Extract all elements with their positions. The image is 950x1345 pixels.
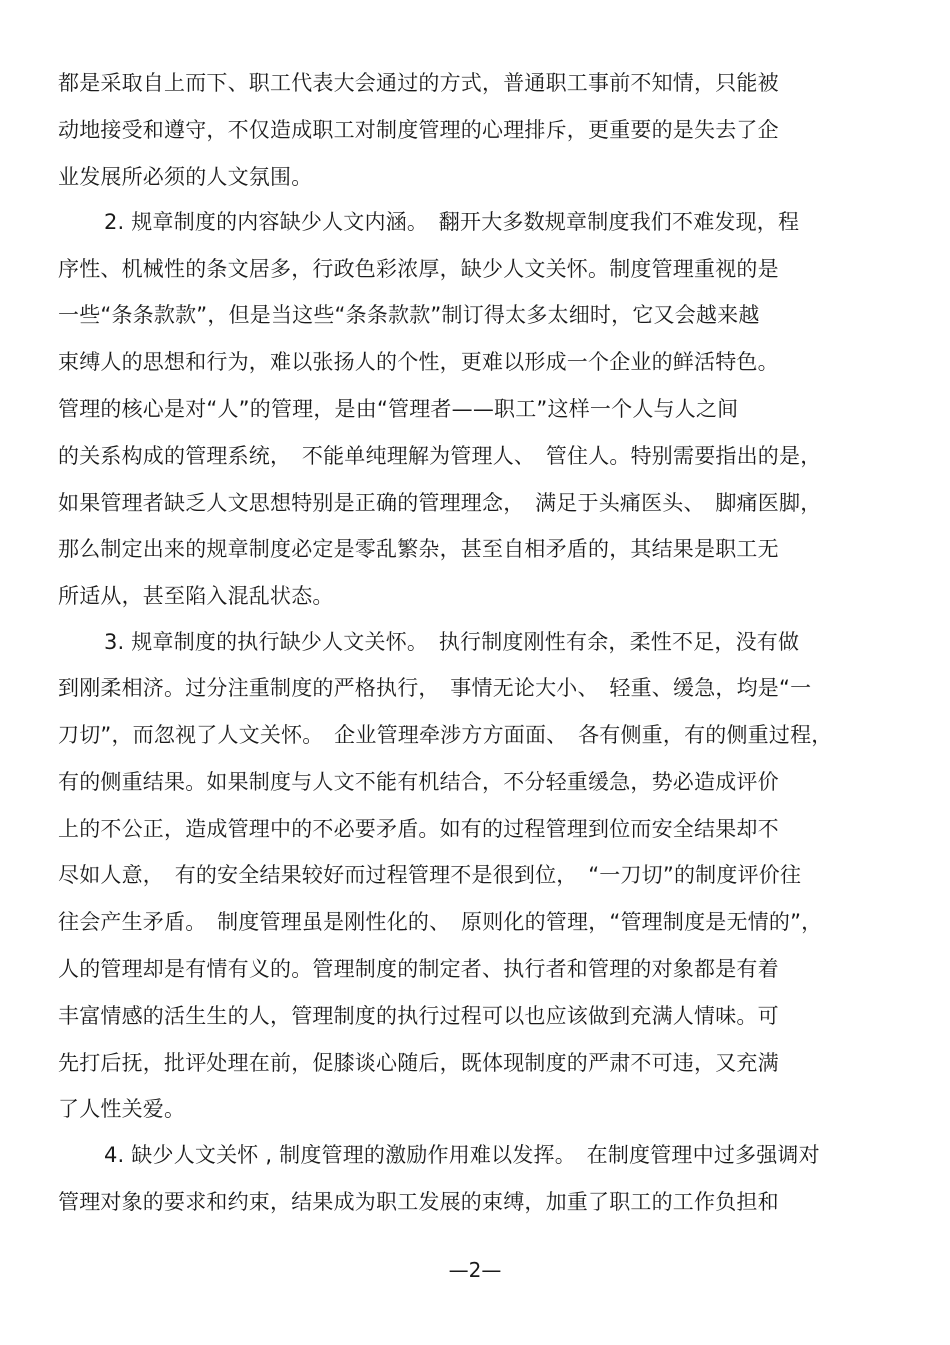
paragraph-start-line: 2. 规章制度的内容缺少人文内涵。 翻开大多数规章制度我们不难发现，程 [104, 210, 800, 234]
text-line: 业发展所必须的人文氛围。 [58, 165, 313, 189]
text-line: 那么制定出来的规章制度必定是零乱繁杂，甚至自相矛盾的，其结果是职工无 [58, 537, 779, 561]
text-line: 丰富情感的活生生的人，管理制度的执行过程可以也应该做到充满人情味。可 [58, 1004, 779, 1028]
text-line: 动地接受和遵守，不仅造成职工对制度管理的心理排斥，更重要的是失去了企 [58, 118, 779, 142]
text-line: 所适从，甚至陷入混乱状态。 [58, 584, 334, 608]
paragraph-start-line: 4. 缺少人文关怀 , 制度管理的激励作用难以发挥。 在制度管理中过多强调对 [104, 1143, 820, 1167]
text-line: 都是采取自上而下、职工代表大会通过的方式，普通职工事前不知情，只能被 [58, 71, 779, 95]
text-line: 一些“条条款款”，但是当这些“条条款款”制订得太多太细时，它又会越来越 [58, 303, 760, 327]
text-line: 了人性关爱。 [58, 1097, 186, 1121]
text-line: 往会产生矛盾。 制度管理虽是刚性化的、 原则化的管理，“管理制度是无情的”， [58, 910, 823, 934]
text-line: 束缚人的思想和行为，难以张扬人的个性，更难以形成一个企业的鲜活特色。 [58, 350, 779, 374]
page-number: —2— [448, 1258, 502, 1282]
text-line: 序性、机械性的条文居多，行政色彩浓厚，缺少人文关怀。制度管理重视的是 [58, 257, 779, 281]
text-line: 尽如人意， 有的安全结果较好而过程管理不是很到位， “一刀切”的制度评价往 [58, 863, 802, 887]
text-line: 先打后抚，批评处理在前，促膝谈心随后，既体现制度的严肃不可违，又充满 [58, 1051, 779, 1075]
paragraph-start-line: 3. 规章制度的执行缺少人文关怀。 执行制度刚性有余，柔性不足，没有做 [104, 630, 800, 654]
text-line: 的关系构成的管理系统， 不能单纯理解为管理人、 管住人。特别需要指出的是， [58, 444, 822, 468]
text-line: 刀切”，而忽视了人文关怀。 企业管理牵涉方方面面、 各有侧重，有的侧重过程， [58, 723, 833, 747]
text-line: 有的侧重结果。如果制度与人文不能有机结合，不分轻重缓急，势必造成评价 [58, 770, 779, 794]
text-line: 管理对象的要求和约束，结果成为职工发展的束缚，加重了职工的工作负担和 [58, 1190, 779, 1214]
text-line: 到刚柔相济。过分注重制度的严格执行， 事情无论大小、 轻重、缓急，均是“一 [58, 676, 812, 700]
text-line: 上的不公正，造成管理中的不必要矛盾。如有的过程管理到位而安全结果却不 [58, 817, 779, 841]
text-line: 人的管理却是有情有义的。管理制度的制定者、执行者和管理的对象都是有着 [58, 957, 779, 981]
text-line: 如果管理者缺乏人文思想特别是正确的管理理念， 满足于头痛医头、 脚痛医脚， [58, 491, 822, 515]
text-line: 管理的核心是对“人”的管理，是由“管理者——职工”这样一个人与人之间 [58, 397, 739, 421]
